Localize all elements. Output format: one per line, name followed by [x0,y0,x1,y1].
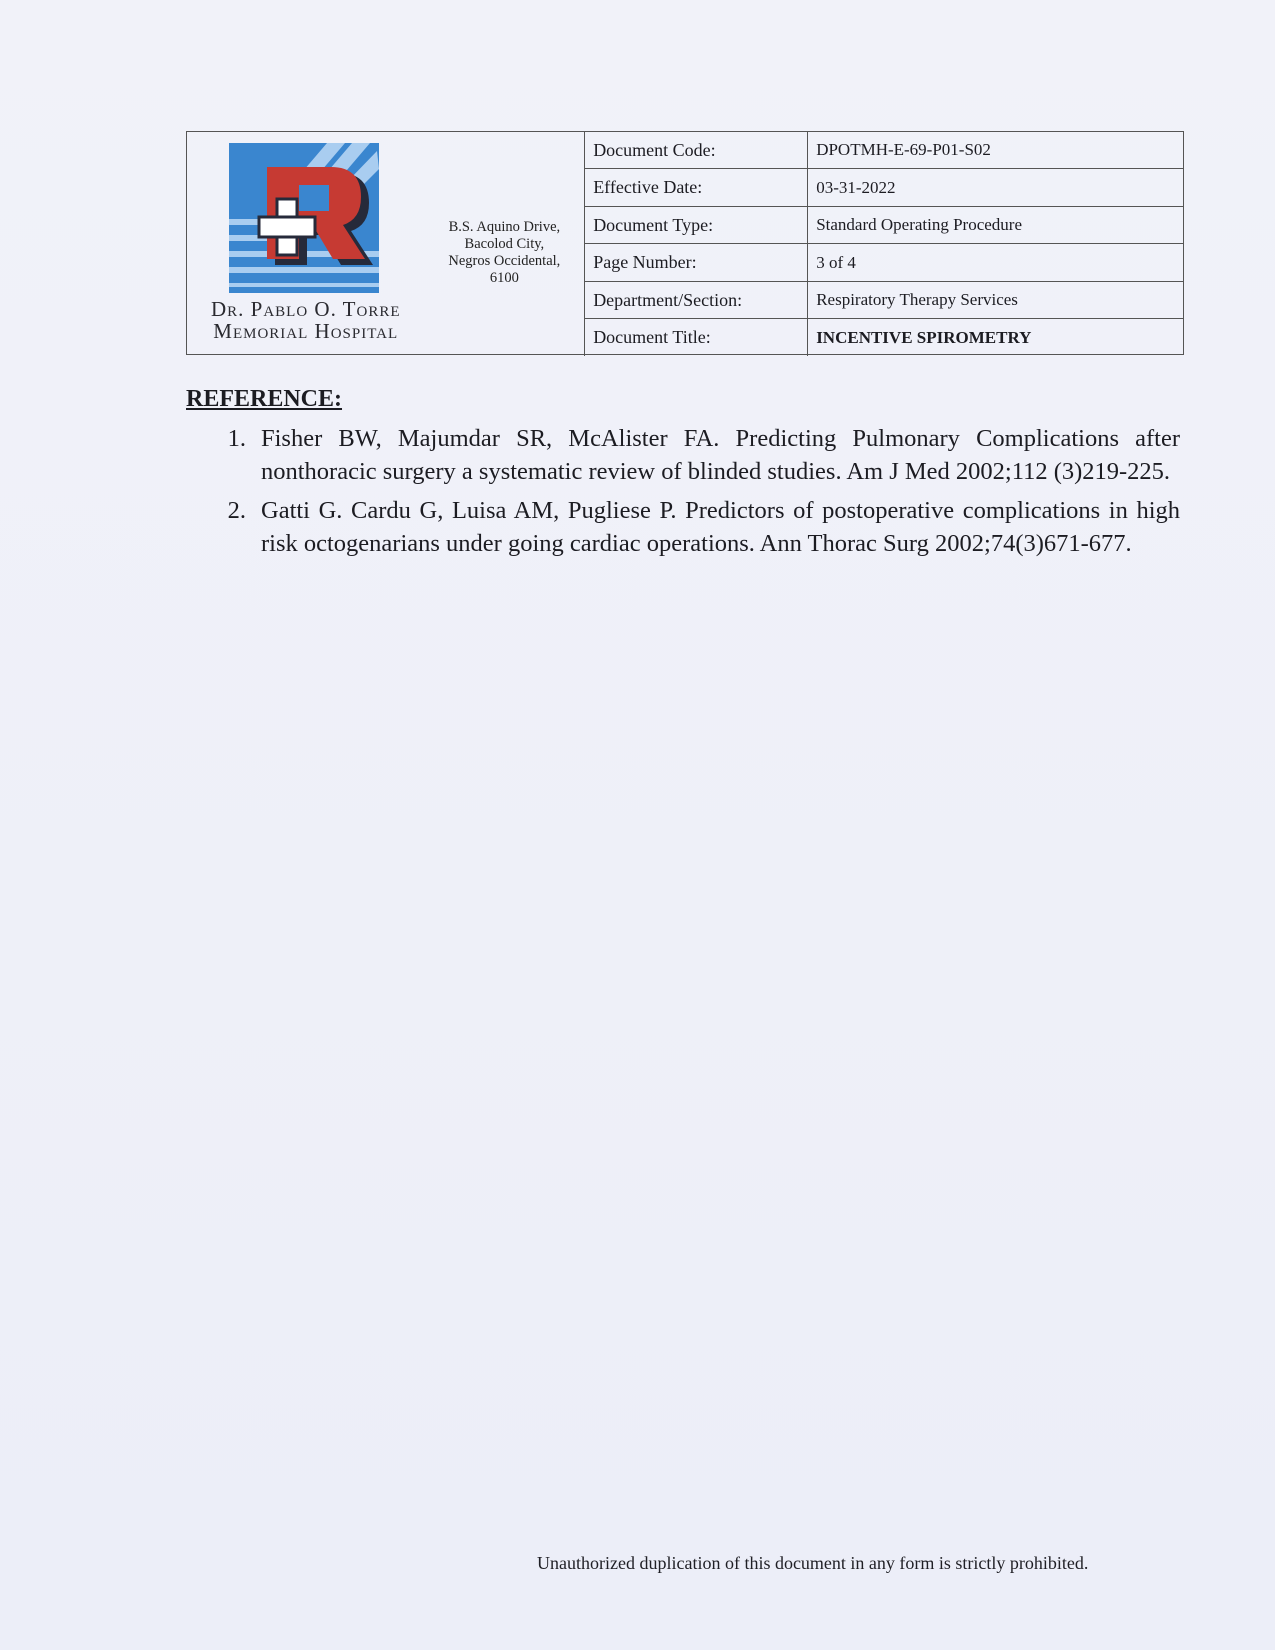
address-line: Bacolod City, [464,236,545,252]
document-title: INCENTIVE SPIROMETRY [808,319,1183,356]
info-row-department [585,281,1183,319]
info-label: Document Title: [585,319,808,356]
hospital-logo-icon [227,141,385,296]
info-label: Department/Section: [585,281,808,319]
info-value: DPOTMH-E-69-P01-S02 [808,132,1183,169]
reference-heading: REFERENCE: [186,386,343,412]
info-value: Standard Operating Procedure [808,206,1183,244]
info-value: Respiratory Therapy Services [808,281,1183,319]
hospital-name-line1: Dr. Pablo O. Torre [210,297,401,321]
info-label: Page Number: [585,244,808,282]
info-row-document-title [585,319,1183,356]
document-info-table [584,132,1183,356]
reference-list [186,422,1180,560]
info-value: 3 of 4 [808,244,1183,282]
info-row-document-type [585,206,1183,244]
address-line: B.S. Aquino Drive, [448,219,561,235]
info-value: 03-31-2022 [808,169,1183,207]
address-line: Negros Occidental, [448,253,561,269]
reference-number: 2. [227,497,246,524]
info-row-effective-date [585,169,1183,207]
footer-notice: Unauthorized duplication of this document in any form is strictly prohibited. [537,1553,1089,1573]
hospital-name [211,298,401,342]
reference-item [186,422,1180,488]
document-header [186,131,1184,355]
reference-item [186,494,1180,560]
info-label: Document Type: [585,206,808,244]
info-row-document-code [585,132,1183,169]
address-line: 6100 [489,270,519,286]
hospital-name-line2: Memorial Hospital [213,319,399,343]
logo-cell [187,132,425,354]
hospital-address [425,132,585,354]
reference-number: 1. [227,425,246,452]
reference-text: Gatti G. Cardu G, Luisa AM, Pugliese P. Predictors of postoperative complications in high risk octogenarians under going cardiac operations. Ann Thorac Surg 2002;74(3)671-677. [261,497,1180,557]
info-row-page-number [585,244,1183,282]
info-label: Effective Date: [585,169,808,207]
reference-text: Fisher BW, Majumdar SR, McAlister FA. Predicting Pulmonary Complications after nonthoracic surgery a systematic review of blinded studies. Am J Med 2002;112 (3)219-225. [261,425,1180,485]
info-label: Document Code: [585,132,808,169]
